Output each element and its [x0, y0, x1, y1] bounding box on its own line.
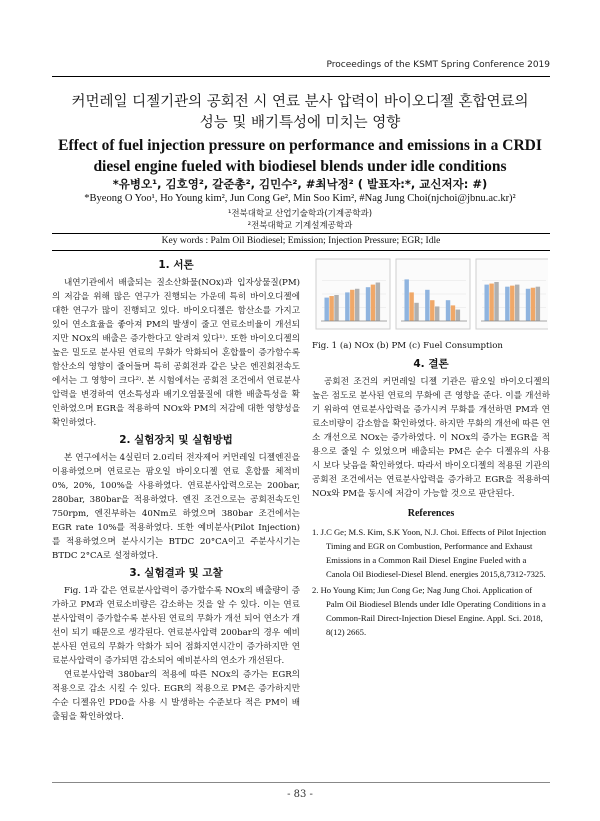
footer-rule: [52, 782, 550, 783]
english-title: [40, 135, 560, 177]
results-text-1: Fig. 1과 같은 연료분사압력이 증가할수록 NOx의 배출량이 증가하고 PM과 연료소비량은 감소하는 것을 알 수 있다. 이는 연료분사압력이 증가할수록 분사된 연료의 무화가 개선 되어 연소가 개선이 되기 때문으로 생각된다. 연료분사압력 200bar의 경우 예비분사된 연료의 무화가 악화가 되어 점화지연시간이 증가하지만 연료분사압력이 증가되면 감소되어 예비분사의 연소가 개선된다.: [52, 586, 300, 666]
chart-bar: [425, 290, 429, 321]
chart-bar: [484, 285, 488, 321]
chart-bar: [409, 292, 413, 321]
reference-item: 2. Ho Young Kim; Jun Cong Ge; Nag Jung Choi. Application of Palm Oil Biodiesel Blends under Idle Operating Conditions in a Common-Rail Direct-Injection Diesel Engine. Appl. Sci. 2018, 8(12) 2665.: [312, 585, 546, 637]
chart-bar: [489, 284, 493, 321]
korean-title-line1: 커먼레일 디젤기관의 공회전 시 연료 분사 압력이 바이오디젤 혼합연료의: [71, 94, 529, 110]
chart-bar: [414, 303, 418, 321]
authors-english: *Byeong O Yoo¹, Ho Young kim², Jun Cong Ge², Min Soo Kim², #Nag Jung Choi(njchoi@jbnu.ac.kr)²: [84, 193, 516, 204]
chart-bar: [355, 289, 359, 321]
chart-bar: [404, 279, 408, 321]
chart-bar: [430, 300, 434, 321]
chart-bar: [350, 290, 354, 321]
chart-bar: [334, 295, 338, 321]
chart-bar: [435, 306, 439, 321]
chart-bar: [376, 283, 380, 321]
conclusion-heading: 4. 결론: [413, 358, 449, 370]
english-title-line2: diesel engine fueled with biodiesel blends under idle conditions: [93, 158, 507, 175]
chart-bar: [324, 298, 328, 321]
affiliation-2: ²전북대학교 기계설계공학과: [247, 221, 353, 231]
method-heading: 2. 실험장치 및 실험방법: [119, 434, 233, 446]
authors-korean: *유병오¹, 김호영², 갈준총², 김민수², #최낙정² ( 발표자:*, 교신저자: #): [112, 177, 488, 191]
chart-bar: [446, 300, 450, 321]
chart-bar: [515, 285, 519, 321]
results-text-2: 연료분사압력 380bar의 적용에 따른 NOx의 증가는 EGR의 적용으로 감소 시킬 수 있다. EGR의 적용으로 PM은 증가하지만 수순 디젤유인 PD0을 사용 시 발생하는 수준보다 적은 PM이 배출됨을 확인하였다.: [52, 670, 300, 722]
left-column: [52, 255, 300, 724]
chart-bar: [536, 287, 540, 321]
chart-bar: [345, 292, 349, 321]
chart-bar: [451, 305, 455, 321]
conclusion-text: 공회전 조건의 커먼레일 디젤 기관은 팜오일 바이오디젤의 높은 점도로 분사된 연료의 무화에 큰 영향을 준다. 이를 개선하기 위하여 연료분사압력을 증가시켜 무화를 개선하면 PM과 연료소비량이 감소함을 확인하였다. 하지만 무화의 개선에 따른 연소 개선으로 NOx는 증가하였다. 이 NOx의 증가는 EGR을 적용으로 줄일 수 있었으며 배출되는 PM은 순수 디젤유의 사용 시 보다 낮음을 확인하였다. 따라서 바이오디젤의 적용된 기관의 공회전 조건에서는 연료분사압력을 증가하고 EGR을 적용하여 NOx와 PM을 동시에 저감이 가능할 것으로 판단된다.: [312, 377, 550, 499]
chart-bar: [366, 287, 370, 321]
proceedings-header: Proceedings of the KSMT Spring Conference 2019: [326, 60, 550, 70]
reference-item: 1. J.C Ge; M.S. Kim, S.K Yoon, N.J. Choi. Effects of Pilot Injection Timing and EGR on Combustion, Performance and Exhaust Emissions in a Common Rail Diesel Engine Fueled with a Canola Oil Biodiesel-Diesel Blend. energies 2015,8,7312-7325.: [312, 527, 547, 579]
figure-1: [314, 255, 548, 335]
header-rule: [52, 76, 550, 77]
figure-1-caption: Fig. 1 (a) NOx (b) PM (c) Fuel Consumption: [312, 341, 503, 351]
intro-text: 내연기관에서 배출되는 질소산화물(NOx)과 입자상물질(PM)의 저감을 위해 많은 연구가 진행되는 가운데 특히 바이오디젤에 대한 연구가 많이 진행되고 있다. 바이오디젤은 함산소를 가지고 있어 연소효율을 좋아져 PM의 발생이 줄고 연료소비율이 개선되지만 NOx의 배출은 증가한다고 알려져 있다¹⁾. 또한 바이오디젤의 높은 밀도로 분사된 연료의 무화가 악화되어 혼합률이 증가함수록 함산소의 영향이 줄어들며 특히 공회전과 같은 낮은 엔진회전속도에서는 그 영향이 크다²⁾. 본 시험에서는 공회전 조건에서 연료분사압력을 변경하여 연소특성과 배기오염물질에 대한 배출특성을 확인하였으며 EGR을 적용하여 NOx와 PM의 저감에 대한 영향성을 확인하였다.: [52, 278, 300, 428]
intro-heading: 1. 서론: [158, 259, 194, 271]
chart-bar: [531, 288, 535, 321]
chart-bar: [371, 285, 375, 321]
chart-bar: [505, 287, 509, 321]
english-title-line1: Effect of fuel injection pressure on performance and emissions in a CRDI: [58, 137, 542, 154]
chart-bar: [526, 289, 530, 321]
affiliation-1: ¹전북대학교 산업기술학과(기계공학과): [227, 209, 373, 219]
figure-1-charts: [314, 255, 548, 335]
chart-bar: [494, 282, 498, 321]
korean-title: [40, 92, 560, 134]
method-text: 본 연구에서는 4실린더 2.0리터 전자제어 커먼레일 디젤엔진을 이용하였으며 연료로는 팜오일 바이오디젤 연료 혼합률 체적비 0%, 20%, 100%을 사용하였다. 연료분사압력으로는 200bar, 280bar, 380bar을 적용하였다. 엔진 조건으로는 공회전속도인 750rpm, 엔진부하는 40Nm로 하였으며 380bar 조건에서는 EGR rate 10%를 적용하였다. 또한 예비분사(Pilot Injection)를 적용하였으며 분사시기는 BTDC 20°CA이고 주분사시기는 BTDC 2°CA로 설정하였다.: [52, 453, 300, 561]
korean-title-line2: 성능 및 배기특성에 미치는 영향: [199, 115, 401, 131]
chart-bar: [456, 310, 460, 321]
right-column: [312, 255, 550, 641]
chart-bar: [329, 296, 333, 321]
chart-bar: [510, 286, 514, 321]
results-heading: 3. 실험결과 및 고찰: [129, 567, 223, 579]
references-heading: References: [407, 508, 455, 519]
keywords-box: Key words : Palm Oil Biodiesel; Emission; Injection Pressure; EGR; Idle: [52, 233, 550, 251]
page-number: - 83 -: [287, 789, 313, 800]
